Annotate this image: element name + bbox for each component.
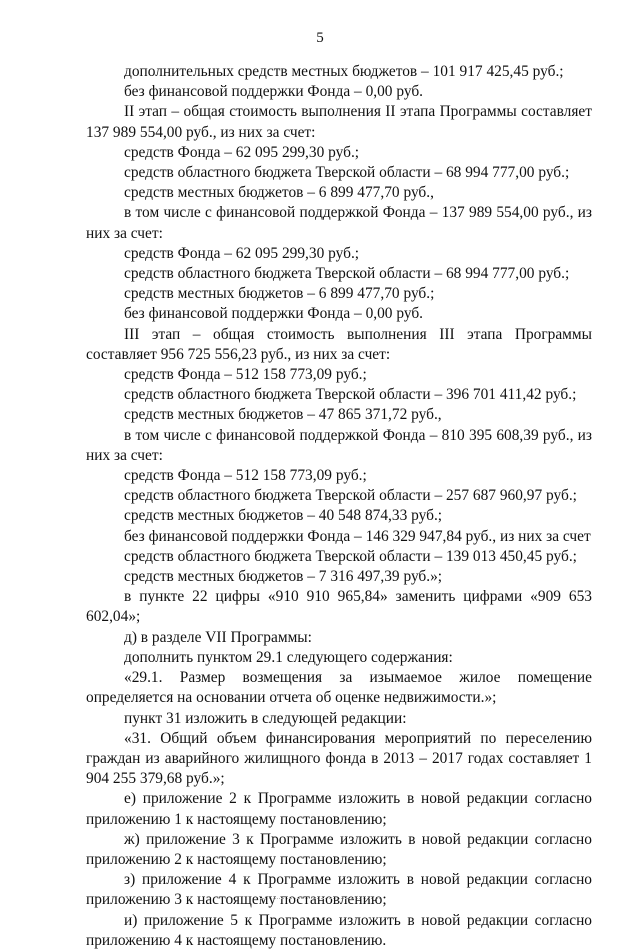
paragraph: «31. Общий объем финансирования мероприятий по переселению граждан из аварийного жилищного фонда в 2013 – 2017 годах составляет 1 904 255 379,68 руб.»;	[86, 729, 592, 788]
paragraph: средств Фонда – 512 158 773,09 руб.;	[124, 366, 367, 384]
document-body	[86, 62, 592, 951]
paragraph: средств местных бюджетов – 7 316 497,39 руб.»;	[124, 568, 443, 586]
paragraph: средств местных бюджетов – 6 899 477,70 руб.,	[124, 184, 434, 202]
paragraph: средств областного бюджета Тверской области – 139 013 450,45 руб.;	[124, 547, 577, 565]
paragraph: дополнить пунктом 29.1 следующего содержания:	[124, 648, 453, 666]
paragraph: в том числе с финансовой поддержкой Фонда – 810 395 608,39 руб., из них за счет:	[86, 426, 592, 464]
paragraph: средств Фонда – 62 095 299,30 руб.;	[124, 244, 360, 262]
paragraph: дополнительных средств местных бюджетов – 101 917 425,45 руб.;	[124, 63, 564, 80]
paragraph: д) в разделе VII Программы:	[124, 628, 312, 646]
scan-artifact-line	[260, 898, 380, 899]
paragraph: средств местных бюджетов – 6 899 477,70 руб.;	[124, 285, 435, 303]
paragraph: без финансовой поддержки Фонда – 0,00 руб.	[124, 83, 424, 101]
paragraph: без финансовой поддержки Фонда – 0,00 руб.	[124, 305, 424, 323]
paragraph: з) приложение 4 к Программе изложить в новой редакции согласно приложению 3 к настоящему постановлению;	[86, 871, 592, 909]
paragraph: «29.1. Размер возмещения за изымаемое жилое помещение определяется на основании отчета об оценке недвижимости.»;	[86, 669, 592, 707]
paragraph: II этап – общая стоимость выполнения II этапа Программы составляет 137 989 554,00 руб., из них за счет:	[86, 103, 592, 141]
paragraph: в том числе с финансовой поддержкой Фонда – 137 989 554,00 руб., из них за счет:	[86, 204, 592, 242]
paragraph: средств областного бюджета Тверской области – 68 994 777,00 руб.;	[124, 265, 570, 283]
paragraph: средств местных бюджетов – 40 548 874,33 руб.;	[124, 507, 443, 525]
paragraph: средств Фонда – 512 158 773,09 руб.;	[124, 467, 367, 485]
paragraph: ж) приложение 3 к Программе изложить в новой редакции согласно приложению 2 к настоящему постановлению;	[86, 830, 592, 868]
paragraph: пункт 31 изложить в следующей редакции:	[124, 709, 407, 727]
paragraph: средств областного бюджета Тверской области – 396 701 411,42 руб.;	[124, 386, 577, 404]
page-number: 5	[316, 30, 324, 46]
paragraph: е) приложение 2 к Программе изложить в новой редакции согласно приложению 1 к настоящему постановлению;	[86, 790, 592, 828]
paragraph: средств Фонда – 62 095 299,30 руб.;	[124, 143, 360, 161]
paragraph: без финансовой поддержки Фонда – 146 329 947,84 руб., из них за счет	[124, 527, 591, 545]
paragraph: и) приложение 5 к Программе изложить в новой редакции согласно приложению 4 к настоящему постановлению.	[86, 911, 592, 949]
paragraph: средств областного бюджета Тверской области – 257 687 960,97 руб.;	[124, 487, 577, 505]
paragraph: III этап – общая стоимость выполнения III этапа Программы составляет 956 725 556,23 руб., из них за счет:	[86, 325, 592, 363]
paragraph: средств местных бюджетов – 47 865 371,72 руб.,	[124, 406, 442, 424]
paragraph: в пункте 22 цифры «910 910 965,84» заменить цифрами «909 653 602,04»;	[86, 588, 592, 626]
paragraph: средств областного бюджета Тверской области – 68 994 777,00 руб.;	[124, 164, 570, 182]
